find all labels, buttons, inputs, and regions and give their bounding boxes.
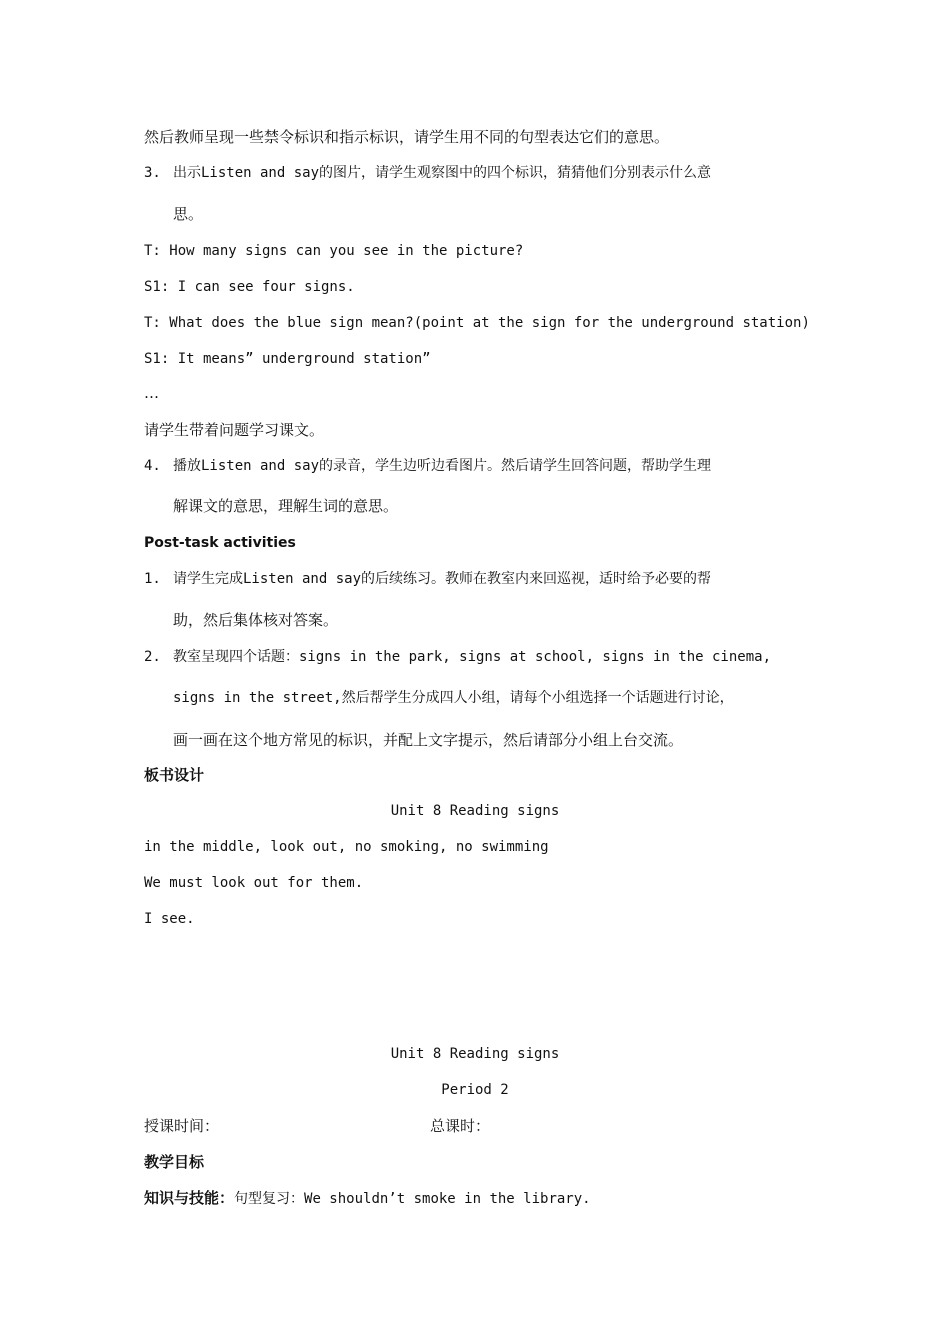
list-text: 教室呈现四个话题：signs in the park, signs at school, signs in the cinema, bbox=[173, 649, 772, 665]
text-line: 然后教师呈现一些禁令标识和指示标识，请学生用不同的句型表达它们的意思。 bbox=[144, 128, 670, 146]
dialogue-line: T: How many signs can you see in the picture? bbox=[144, 243, 524, 259]
section-heading: 板书设计 bbox=[144, 766, 205, 784]
board-title: Unit 8 Reading signs bbox=[390, 803, 560, 819]
list-number: 3. bbox=[144, 165, 161, 181]
lesson-title: Unit 8 Reading signs bbox=[390, 1046, 560, 1062]
board-line: in the middle, look out, no smoking, no swimming bbox=[144, 839, 549, 855]
text-line: 请学生带着问题学习课文。 bbox=[144, 421, 325, 439]
list-item-1 bbox=[144, 569, 711, 589]
list-item-4 bbox=[144, 456, 711, 476]
section-heading: Post-task activities bbox=[144, 535, 296, 551]
objective-label: 知识与技能： bbox=[144, 1189, 235, 1207]
dialogue-line: S1: I can see four signs. bbox=[144, 279, 355, 295]
objective-line bbox=[144, 1188, 591, 1209]
list-item-3 bbox=[144, 163, 711, 183]
board-line: I see. bbox=[144, 911, 195, 927]
text-line: 思。 bbox=[173, 205, 204, 223]
text-line: 解课文的意思，理解生词的意思。 bbox=[173, 497, 399, 515]
text-line: signs in the street,然后帮学生分成四人小组，请每个小组选择一个话题进行讨论， bbox=[173, 690, 734, 706]
section-heading: 教学目标 bbox=[144, 1153, 205, 1171]
list-text: 请学生完成Listen and say的后续练习。教师在教室内来回巡视，适时给予必要的帮 bbox=[173, 571, 712, 587]
list-text: 播放Listen and say的录音，学生边听边看图片。然后请学生回答问题，帮助学生理 bbox=[173, 458, 712, 474]
dialogue-line: S1: It means” underground station” bbox=[144, 351, 431, 367]
list-item-2 bbox=[144, 647, 771, 667]
list-number: 4. bbox=[144, 458, 161, 474]
text-line: 画一画在这个地方常见的标识，并配上文字提示，然后请部分小组上台交流。 bbox=[173, 731, 684, 749]
list-number: 2. bbox=[144, 649, 161, 665]
list-text: 出示Listen and say的图片，请学生观察图中的四个标识，猜猜他们分别表示什么意 bbox=[173, 165, 712, 181]
ellipsis: … bbox=[144, 384, 159, 402]
text-line: 助，然后集体核对答案。 bbox=[173, 611, 339, 629]
board-line: We must look out for them. bbox=[144, 875, 364, 891]
total-lessons-label: 总课时： bbox=[430, 1117, 491, 1135]
teaching-time-label: 授课时间： bbox=[144, 1117, 220, 1135]
dialogue-line: T: What does the blue sign mean?(point at the sign for the underground station) bbox=[144, 315, 810, 331]
lesson-period: Period 2 bbox=[441, 1082, 509, 1098]
objective-text: 句型复习：We shouldn’t smoke in the library. bbox=[234, 1191, 591, 1207]
list-number: 1. bbox=[144, 571, 161, 587]
